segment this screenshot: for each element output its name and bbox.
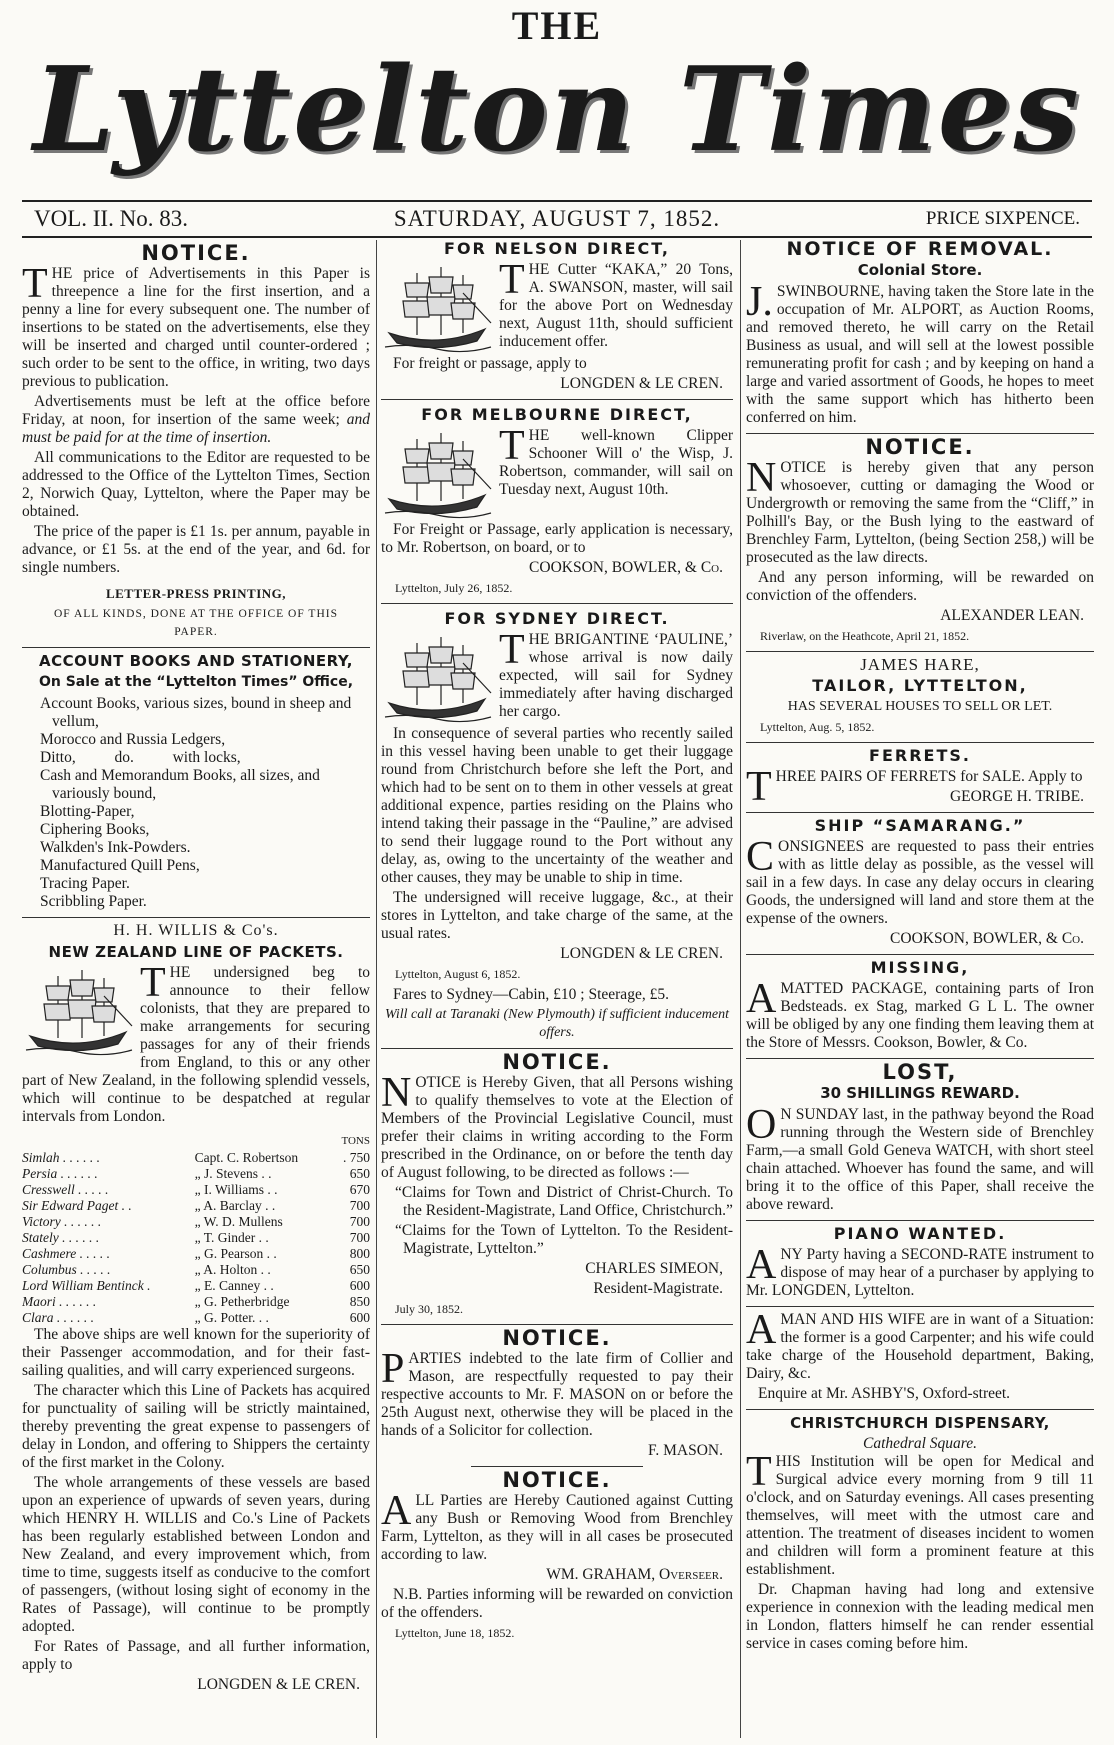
stationery-sub: On Sale at the “Lyttelton Times” Office, [38, 674, 354, 690]
dateline: Lyttelton, July 26, 1852. [395, 581, 513, 595]
melbourne-apply: For Freight or Passage, early application is necessary, to Mr. Robertson, on board, or to [381, 521, 733, 556]
ship-name: Lord William Bentinck . [22, 1278, 151, 1293]
ship-captain: „ G. Pearson . . [194, 1246, 277, 1261]
ship-tons: 670 [349, 1182, 370, 1197]
ship-name: Stately . . . . . . [22, 1230, 100, 1245]
table-row [22, 1278, 370, 1294]
election-claim-lyttelton: “Claims for the Town of Lyttelton. To the Resident-Magistrate, Lyttelton.” [395, 1222, 733, 1257]
election-notice-heading: NOTICE. [502, 1050, 612, 1074]
list-item: Morocco and Russia Ledgers, [40, 731, 226, 748]
ship-tons: 650 [349, 1166, 370, 1181]
signature: LONGDEN & LE CREN. [560, 945, 723, 962]
column-rule [376, 240, 377, 1738]
divider [746, 651, 1094, 652]
ship-tons: 700 [349, 1214, 370, 1229]
willis-text: The whole arrangements of these vessels are based upon an experience of upwards of seven years, during which HENRY H. WILLIS and Co.'s Line of Packets has been regularly established between London and New Zealand, and every improvement which, from time to time, suggests itself as conducive to the comfort of passengers, (without losing sight of economy in the Rates of Passage), will continue to be promptly adopted. [22, 1474, 370, 1635]
hare-trade: TAILOR, LYTTELTON, [812, 676, 1028, 695]
ad-deadline-payment: and must be paid for at the time of insertion. [22, 411, 370, 446]
signature: COOKSON, BOWLER, & Co. [890, 930, 1084, 947]
divider [746, 742, 1094, 743]
nelson-apply: For freight or passage, apply to [393, 355, 587, 372]
samarang-heading: SHIP “SAMARANG.” [814, 816, 1026, 835]
ship-name: Persia . . . . . . [22, 1166, 98, 1181]
bush-notice-heading: NOTICE. [502, 1468, 612, 1492]
ship-captain: „ E. Canney . . [194, 1278, 274, 1293]
list-item: Cash and Memorandum Books, all sizes, and variously bound, [40, 767, 320, 802]
ship-name: Clara . . . . . . [22, 1310, 95, 1325]
divider [381, 1048, 733, 1049]
melbourne-ad [381, 427, 733, 521]
cliff-reward-text: And any person informing, will be rewarded on conviction of the offenders. [746, 569, 1094, 604]
collier-notice-heading: NOTICE. [502, 1326, 612, 1350]
sydney-ad [381, 631, 733, 725]
situation-enquire: Enquire at Mr. ASHBY'S, Oxford-street. [758, 1385, 1011, 1402]
lost-reward: 30 SHILLINGS REWARD. [820, 1084, 1020, 1102]
signature: COOKSON, BOWLER, & Co. [529, 559, 723, 576]
ship-name: Sir Edward Paget . . [22, 1198, 132, 1213]
removal-sub: Colonial Store. [857, 261, 983, 279]
sydney-fares: Fares to Sydney—Cabin, £10 ; Steerage, £5. [393, 986, 669, 1003]
ship-captain: „ T. Ginder . . [194, 1230, 269, 1245]
list-item: Account Books, various sizes, bound in sheep and vellum, [40, 695, 352, 730]
collier-notice-text: PARTIES indebted to the late firm of Collier and Mason, are respectfully requested to pay their respective accounts to Mr. F. MASON on or before the 25th August next, otherwise they will be placed in the hands of a Solicitor for collection. [381, 1346, 733, 1439]
list-item: Walkden's Ink-Powders. [40, 839, 191, 856]
melbourne-text: THE well-known Clipper Schooner Will o' the Wisp, J. Robertson, commander, will sail on Tuesday next, August 10th. [499, 427, 733, 498]
ad-rates-text: THE price of Advertisements in this Paper is threepence a line for the first insertion, and a penny a line for every subsequent one. The number of insertions to be stated on the advertisements, else they will be inserted and charged until counter-ordered ; such order to be sent to the office, in writing, two days previous to publication. [22, 261, 370, 390]
ship-captain: „ A. Holton . . [194, 1262, 271, 1277]
stationery-list [40, 695, 370, 911]
willis-ad [22, 964, 370, 1128]
dispensary-doctor-text: Dr. Chapman having had long and extensive experience in connexion with the leading medical men in London, flatters himself he can render essential service in cases coming before him. [746, 1581, 1094, 1652]
willis-text: For Rates of Passage, and all further information, apply to [22, 1638, 370, 1673]
table-row [22, 1150, 370, 1166]
divider [746, 1409, 1094, 1410]
sydney-stores-text: The undersigned will receive luggage, &c., at their stores in Lyttelton, and take charge of the same, at the usual rates. [381, 889, 733, 942]
sailing-ship-icon [381, 429, 493, 521]
list-item: Ciphering Books, [40, 821, 150, 838]
dispensary-location: Cathedral Square. [863, 1435, 977, 1452]
piano-heading: PIANO WANTED. [833, 1224, 1007, 1243]
willis-heading: H. H. WILLIS & Co's. [113, 922, 279, 939]
divider [746, 1306, 1094, 1307]
lost-heading: LOST, [882, 1060, 958, 1084]
dateline: Lyttelton, August 6, 1852. [395, 967, 521, 981]
dateline: July 30, 1852. [395, 1302, 464, 1316]
tons-label: TONS [341, 1135, 370, 1147]
ship-tons: 800 [349, 1246, 370, 1261]
signature: LONGDEN & LE CREN. [197, 1676, 360, 1693]
ship-captain: „ J. Stevens . . [194, 1166, 272, 1181]
table-row [22, 1230, 370, 1246]
dateline-bar [22, 200, 1092, 238]
ship-captain: „ A. Barclay . . [194, 1198, 276, 1213]
divider [746, 954, 1094, 955]
volume-number: VOL. II. No. 83. [34, 206, 188, 231]
sailing-ship-icon [22, 966, 134, 1058]
column-1 [22, 240, 370, 1740]
ad-rates-heading: NOTICE. [141, 241, 251, 265]
list-item: Tracing Paper. [40, 875, 130, 892]
divider [746, 433, 1094, 434]
divider [22, 917, 370, 918]
packet-line-heading: NEW ZEALAND LINE OF PACKETS. [48, 943, 344, 961]
cliff-notice-text: NOTICE is hereby given that any person whosoever, cutting or damaging the Wood or Undergrowth or removing the same from the “Cliff,” in Polhill's Bay, or the Bush lying to the eastward of Brenchley Farm, Lyttelton, (being Section 258,) will be prosecuted as the law directs. [746, 455, 1094, 566]
newspaper-title: Lyttelton Times [33, 42, 1081, 178]
table-row [22, 1166, 370, 1182]
divider [746, 1220, 1094, 1221]
ad-deadline-main: Advertisements must be left at the office before Friday, at noon, for insertion of the same week; [22, 393, 370, 428]
ship-tons: 600 [349, 1310, 370, 1325]
column-2 [381, 240, 733, 1740]
willis-text: The character which this Line of Packets has acquired for punctuality of sailing will be strictly maintained, thereby preventing the great expense to passengers of delay in London, and offering to Shippers the certainty of the first market in the Colony. [22, 1382, 370, 1471]
sydney-luggage-text: In consequence of several parties who recently sailed in this vessel having been unable to get their luggage round from Christchurch before she left the Port, and which had to be sent on to them in other vessels at great additional expence, parties residing on the Plains who intend taking their passage in the “Pauline,” are advised to send their luggage round to the Port without any delay, as, owing to the uncertainty of the weather and other causes, they may be unable to ship in time. [381, 725, 733, 886]
dateline: Lyttelton, June 18, 1852. [395, 1626, 515, 1640]
ferrets-text: THREE PAIRS OF FERRETS for SALE. Apply to [746, 764, 1083, 810]
sailing-ship-icon [381, 633, 493, 725]
ship-captain: „ G. Potter. . . [194, 1310, 269, 1325]
table-row [22, 1198, 370, 1214]
signature: WM. GRAHAM, Overseer. [546, 1566, 723, 1583]
bush-reward-text: N.B. Parties informing will be rewarded on conviction of the offenders. [381, 1586, 733, 1621]
ship-tons: 650 [349, 1262, 370, 1277]
divider [22, 647, 370, 648]
ship-name: Columbus . . . . . [22, 1262, 111, 1277]
ad-deadline-text [22, 393, 370, 447]
ship-tons: 700 [349, 1230, 370, 1245]
signature: F. MASON. [648, 1442, 723, 1459]
divider [746, 1058, 1094, 1059]
bush-notice-text: ALL Parties are Hereby Cautioned against Cutting any Bush or Removing Wood from Brenchley Farm, Lyttelton, as they will in all cases be prosecuted according to law. [381, 1488, 733, 1563]
subscription-price-text: The price of the paper is £1 1s. per annum, payable in advance, or £1 5s. at the end of the year, and 6d. for single numbers. [22, 523, 370, 576]
signature-title: Resident-Magistrate. [593, 1280, 723, 1297]
ship-tons: 700 [349, 1198, 370, 1213]
column-3 [746, 240, 1094, 1740]
dateline: Riverlaw, on the Heathcote, April 21, 1852. [760, 629, 970, 643]
letterpress-heading: LETTER-PRESS PRINTING, [105, 586, 287, 601]
ship-name: Cashmere . . . . . [22, 1246, 110, 1261]
willis-intro: THE undersigned beg to announce to their fellow colonists, that they are prepared to make arrangements for securing passages for any of their friends from England, to this or any other part of New Zealand, in the following splendid vessels, which will continue to be despatched at regular intervals from London. [22, 964, 370, 1125]
table-row [22, 1214, 370, 1230]
piano-text: ANY Party having a SECOND-RATE instrument to dispose of may hear of a purchaser by applying to Mr. LONGDEN, Lyttelton. [746, 1242, 1094, 1299]
sydney-note: Will call at Taranaki (New Plymouth) if sufficient inducement offers. [385, 1007, 729, 1040]
cliff-notice-heading: NOTICE. [865, 435, 975, 459]
nelson-text: THE Cutter “KAKA,” 20 Tons, A. SWANSON, master, will sail for the above Port on Wednesday next, August 11th, should sufficient inducement offer. [499, 261, 733, 350]
willis-text: The above ships are well known for the superiority of their Passenger accommodation, and for their fast-sailing qualities, and will carry experienced surgeons. [22, 1326, 370, 1379]
missing-text: AMATTED PACKAGE, containing parts of Iron Bedsteads. ex Stag, marked G L L. The owner will be obliged by any one finding them leaving them at the Store of Messrs. Cookson, Bowler, & Co. [746, 976, 1094, 1051]
table-row [22, 1310, 370, 1326]
table-row [22, 1294, 370, 1310]
ship-captain: „ W. D. Mullens [194, 1214, 283, 1229]
divider [381, 603, 733, 604]
divider [381, 399, 733, 400]
ship-captain: „ G. Petherbridge [194, 1294, 290, 1309]
divider [746, 812, 1094, 813]
signature: LONGDEN & LE CREN. [560, 375, 723, 392]
lost-text: ON SUNDAY last, in the pathway beyond the Road running through the Western side of Brenchley Farm,—a small Gold Geneva WATCH, with short steel chain attached. Whoever has found the same, and will bring it to the office of this Paper, shall receive the above reward. [746, 1102, 1094, 1213]
dateline: Lyttelton, Aug. 5, 1852. [760, 720, 875, 734]
letterpress-sub: OF ALL KINDS, DONE AT THE OFFICE OF THIS PAPER. [54, 608, 338, 638]
stationery-heading: ACCOUNT BOOKS AND STATIONERY, [39, 652, 353, 670]
divider [471, 1466, 643, 1467]
issue-price: PRICE SIXPENCE. [925, 208, 1080, 229]
removal-text: J.SWINBOURNE, having taken the Store late in the occupation of Mr. ALPORT, as Auction Rooms, and removed thereto, he will carry on the Retail Business as usual, and will sell at the lowest possible remunerating profit for cash ; and by keeping on hand a large and varied assortment of Goods, he hopes to meet with the same support which has hitherto been conferred on him. [746, 279, 1094, 426]
sydney-text: THE BRIGANTINE ‘PAULINE,’ whose arrival is now daily expected, will sail for Sydney immediately after having discharged her cargo. [499, 631, 733, 720]
nelson-ad [381, 261, 733, 355]
nelson-heading: FOR NELSON DIRECT, [444, 240, 670, 258]
hare-name: JAMES HARE, [860, 655, 980, 674]
list-item: Manufactured Quill Pens, [40, 857, 200, 874]
table-row [22, 1182, 370, 1198]
samarang-text: CONSIGNEES are requested to pass their entries with as little delay as possible, as the vessel will sail in a few days. In case any delay occurs in clearing Goods, the undersigned will land and store them at the expense of the owners. [746, 834, 1094, 927]
list-item: Scribbling Paper. [40, 893, 147, 910]
table-row [22, 1246, 370, 1262]
ship-tons: . 750 [343, 1150, 370, 1165]
dispensary-heading: CHRISTCHURCH DISPENSARY, [790, 1414, 1050, 1432]
masthead-the: THE [511, 3, 603, 48]
sailing-ship-icon [381, 263, 493, 355]
table-row [22, 1262, 370, 1278]
ship-tons: 600 [349, 1278, 370, 1293]
ferrets-heading: FERRETS. [869, 746, 971, 765]
ship-name: Simlah . . . . . . [22, 1150, 101, 1165]
ship-table [22, 1150, 370, 1326]
missing-heading: MISSING, [870, 958, 970, 977]
election-claim-christchurch: “Claims for Town and District of Christ-Church. To the Resident-Magistrate, Land Office, Christchurch.” [395, 1184, 733, 1219]
election-notice-text: NOTICE is Hereby Given, that all Persons wishing to qualify themselves to vote at the Election of Members of the Provincial Legislative Council, must prefer their claims in writing according to the Form prescribed in the Ordinance, on or before the tenth day of August following, to be directed as follows :— [381, 1070, 733, 1181]
issue-date: SATURDAY, AUGUST 7, 1852. [393, 206, 721, 231]
column-rule [740, 240, 741, 1738]
list-item: Ditto, do. with locks, [40, 749, 241, 766]
masthead [0, 0, 1114, 200]
ship-captain: „ I. Williams . . [194, 1182, 278, 1197]
removal-heading: NOTICE OF REMOVAL. [786, 240, 1054, 260]
ship-tons: 850 [349, 1294, 370, 1309]
ship-name: Victory . . . . . . [22, 1214, 102, 1229]
editor-communications-text: All communications to the Editor are requested to be addressed to the Office of the Lyttelton Times, Section 2, Norwich Quay, Lyttelton, where the Paper may be obtained. [22, 449, 370, 520]
signature: CHARLES SIMEON, [585, 1260, 723, 1277]
signature: ALEXANDER LEAN. [940, 607, 1084, 624]
list-item: Blotting-Paper, [40, 803, 135, 820]
ship-name: Cresswell . . . . . [22, 1182, 109, 1197]
sydney-heading: FOR SYDNEY DIRECT. [444, 609, 670, 628]
ship-captain: Capt. C. Robertson [194, 1150, 299, 1165]
divider [381, 1324, 733, 1325]
ship-name: Maori . . . . . . [22, 1294, 97, 1309]
hare-houses: HAS SEVERAL HOUSES TO SELL OR LET. [787, 699, 1053, 714]
signature: GEORGE H. TRIBE. [949, 788, 1084, 805]
dispensary-text: THIS Institution will be open for Medical and Surgical advice every morning from 9 till 11 o'clock, and on Saturday evenings. All cases presenting themselves, will meet with the utmost care and attention. The treatment of diseases incident to women and children will form a prominent feature at this establishment. [746, 1449, 1094, 1578]
melbourne-heading: FOR MELBOURNE DIRECT, [421, 405, 693, 424]
situation-text: AMAN AND HIS WIFE are in want of a Situation: the former is a good Carpenter; and his wife could take charge of the Household department, Baking, Dairy, &c. [746, 1307, 1094, 1382]
